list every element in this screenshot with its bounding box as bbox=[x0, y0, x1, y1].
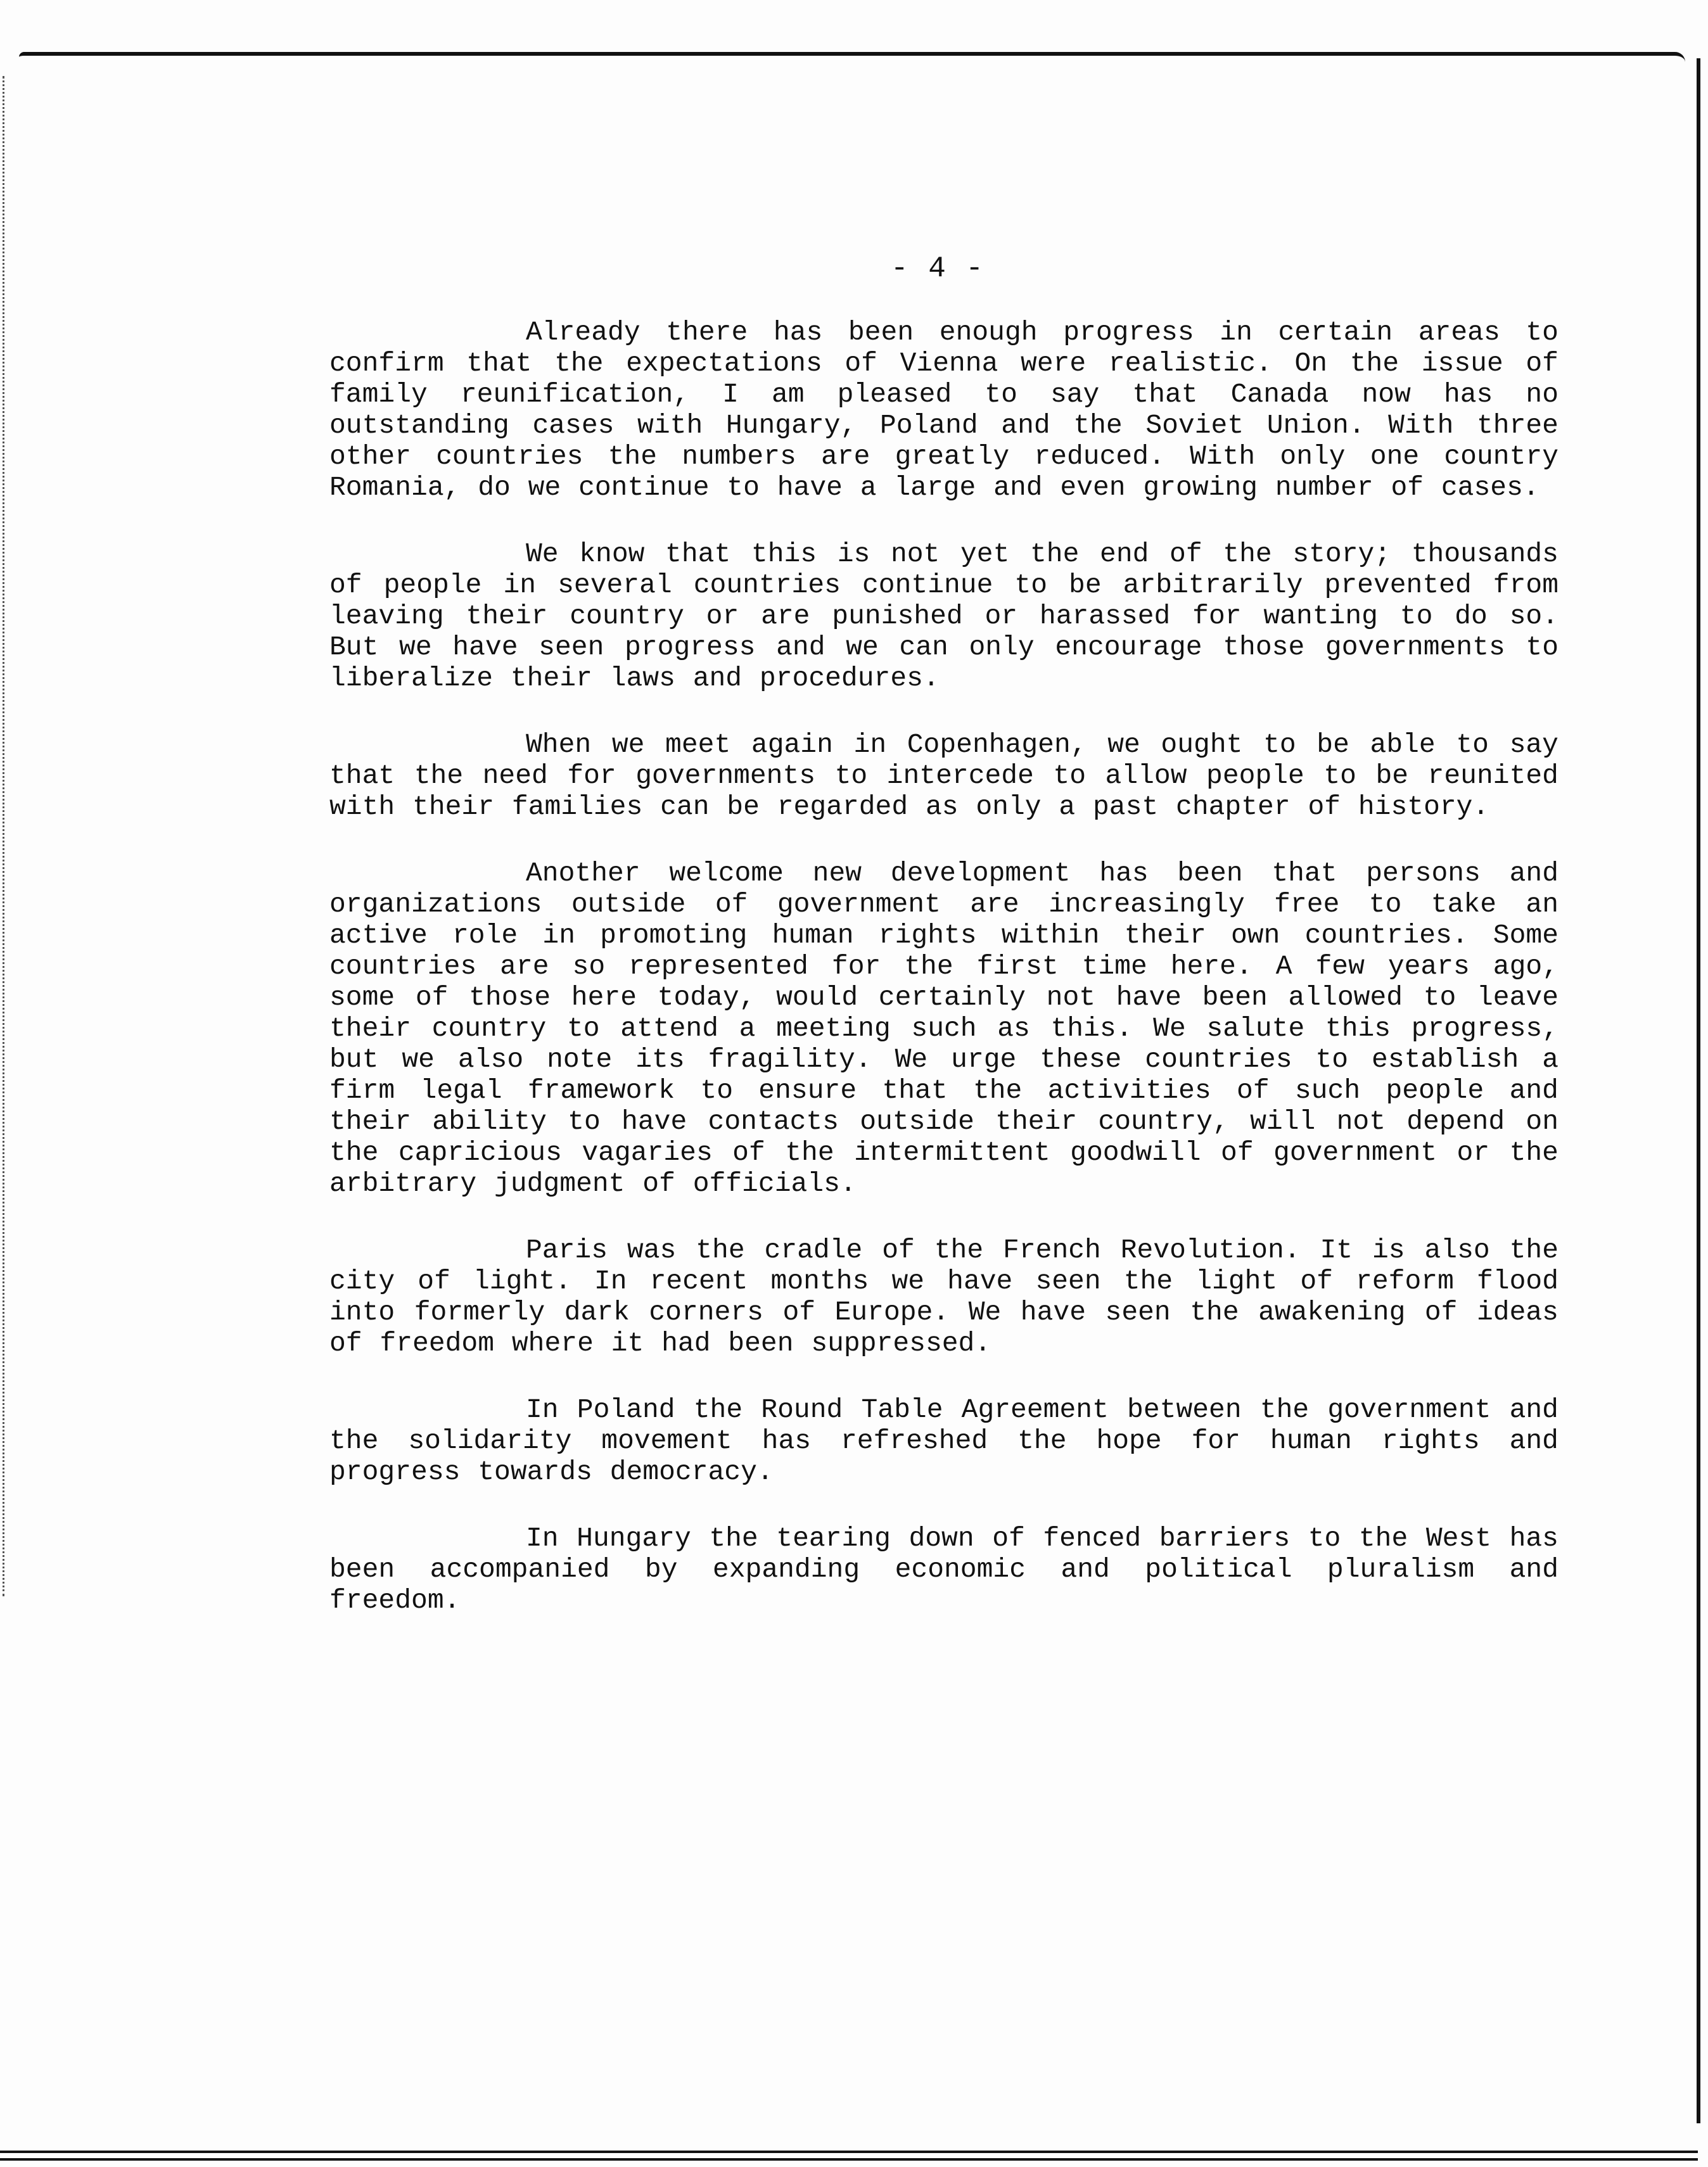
paragraph-end-of-story: We know that this is not yet the end of the story; thousands of people in several countries continue to be arbitrarily prevented from leaving their country or are punished or harassed for wanting to do so. But we have seen progress and we can only encourage those governments to liberalize their laws and procedures. bbox=[329, 538, 1558, 694]
paragraph-family-reunification: Already there has been enough progress in certain areas to confirm that the expectations of Vienna were realistic. On the issue of family reunification, I am pleased to say that Canada now has no outstanding cases with Hungary, Poland and the Soviet Union. With three other countries the numbers are greatly reduced. With only one country Romania, do we continue to have a large and even growing number of cases. bbox=[329, 317, 1558, 503]
bottom-border-line bbox=[0, 2151, 1698, 2161]
paragraph-copenhagen: When we meet again in Copenhagen, we ought to be able to say that the need for governments to intercede to allow people to be reunited with their families can be regarded as only a past chapter of history. bbox=[329, 729, 1558, 822]
paragraph-poland: In Poland the Round Table Agreement between the government and the solidarity movement has refreshed the hope for human rights and progress towards democracy. bbox=[329, 1394, 1558, 1487]
paragraph-hungary: In Hungary the tearing down of fenced barriers to the West has been accompanied by expanding economic and political pluralism and freedom. bbox=[329, 1523, 1558, 1616]
top-border-line bbox=[19, 52, 1685, 62]
body-text bbox=[329, 317, 1558, 1651]
paragraph-paris: Paris was the cradle of the French Revolution. It is also the city of light. In recent months we have seen the light of reform flood into formerly dark corners of Europe. We have seen the awakening of ideas of freedom where it had been suppressed. bbox=[329, 1235, 1558, 1359]
left-edge-marks bbox=[3, 76, 8, 1596]
page-number: - 4 - bbox=[890, 252, 985, 285]
right-border-line bbox=[1690, 58, 1700, 2123]
paragraph-new-development: Another welcome new development has been that persons and organizations outside of government are increasingly free to take an active role in promoting human rights within their own countries. Some countries are so represented for the first time here. A few years ago, some of those here today, would certainly not have been allowed to leave their country to attend a meeting such as this. We salute this progress, but we also note its fragility. We urge these countries to establish a firm legal framework to ensure that the activities of such people and their ability to have contacts outside their country, will not depend on the capricious vagaries of the intermittent goodwill of government or the arbitrary judgment of officials. bbox=[329, 858, 1558, 1199]
